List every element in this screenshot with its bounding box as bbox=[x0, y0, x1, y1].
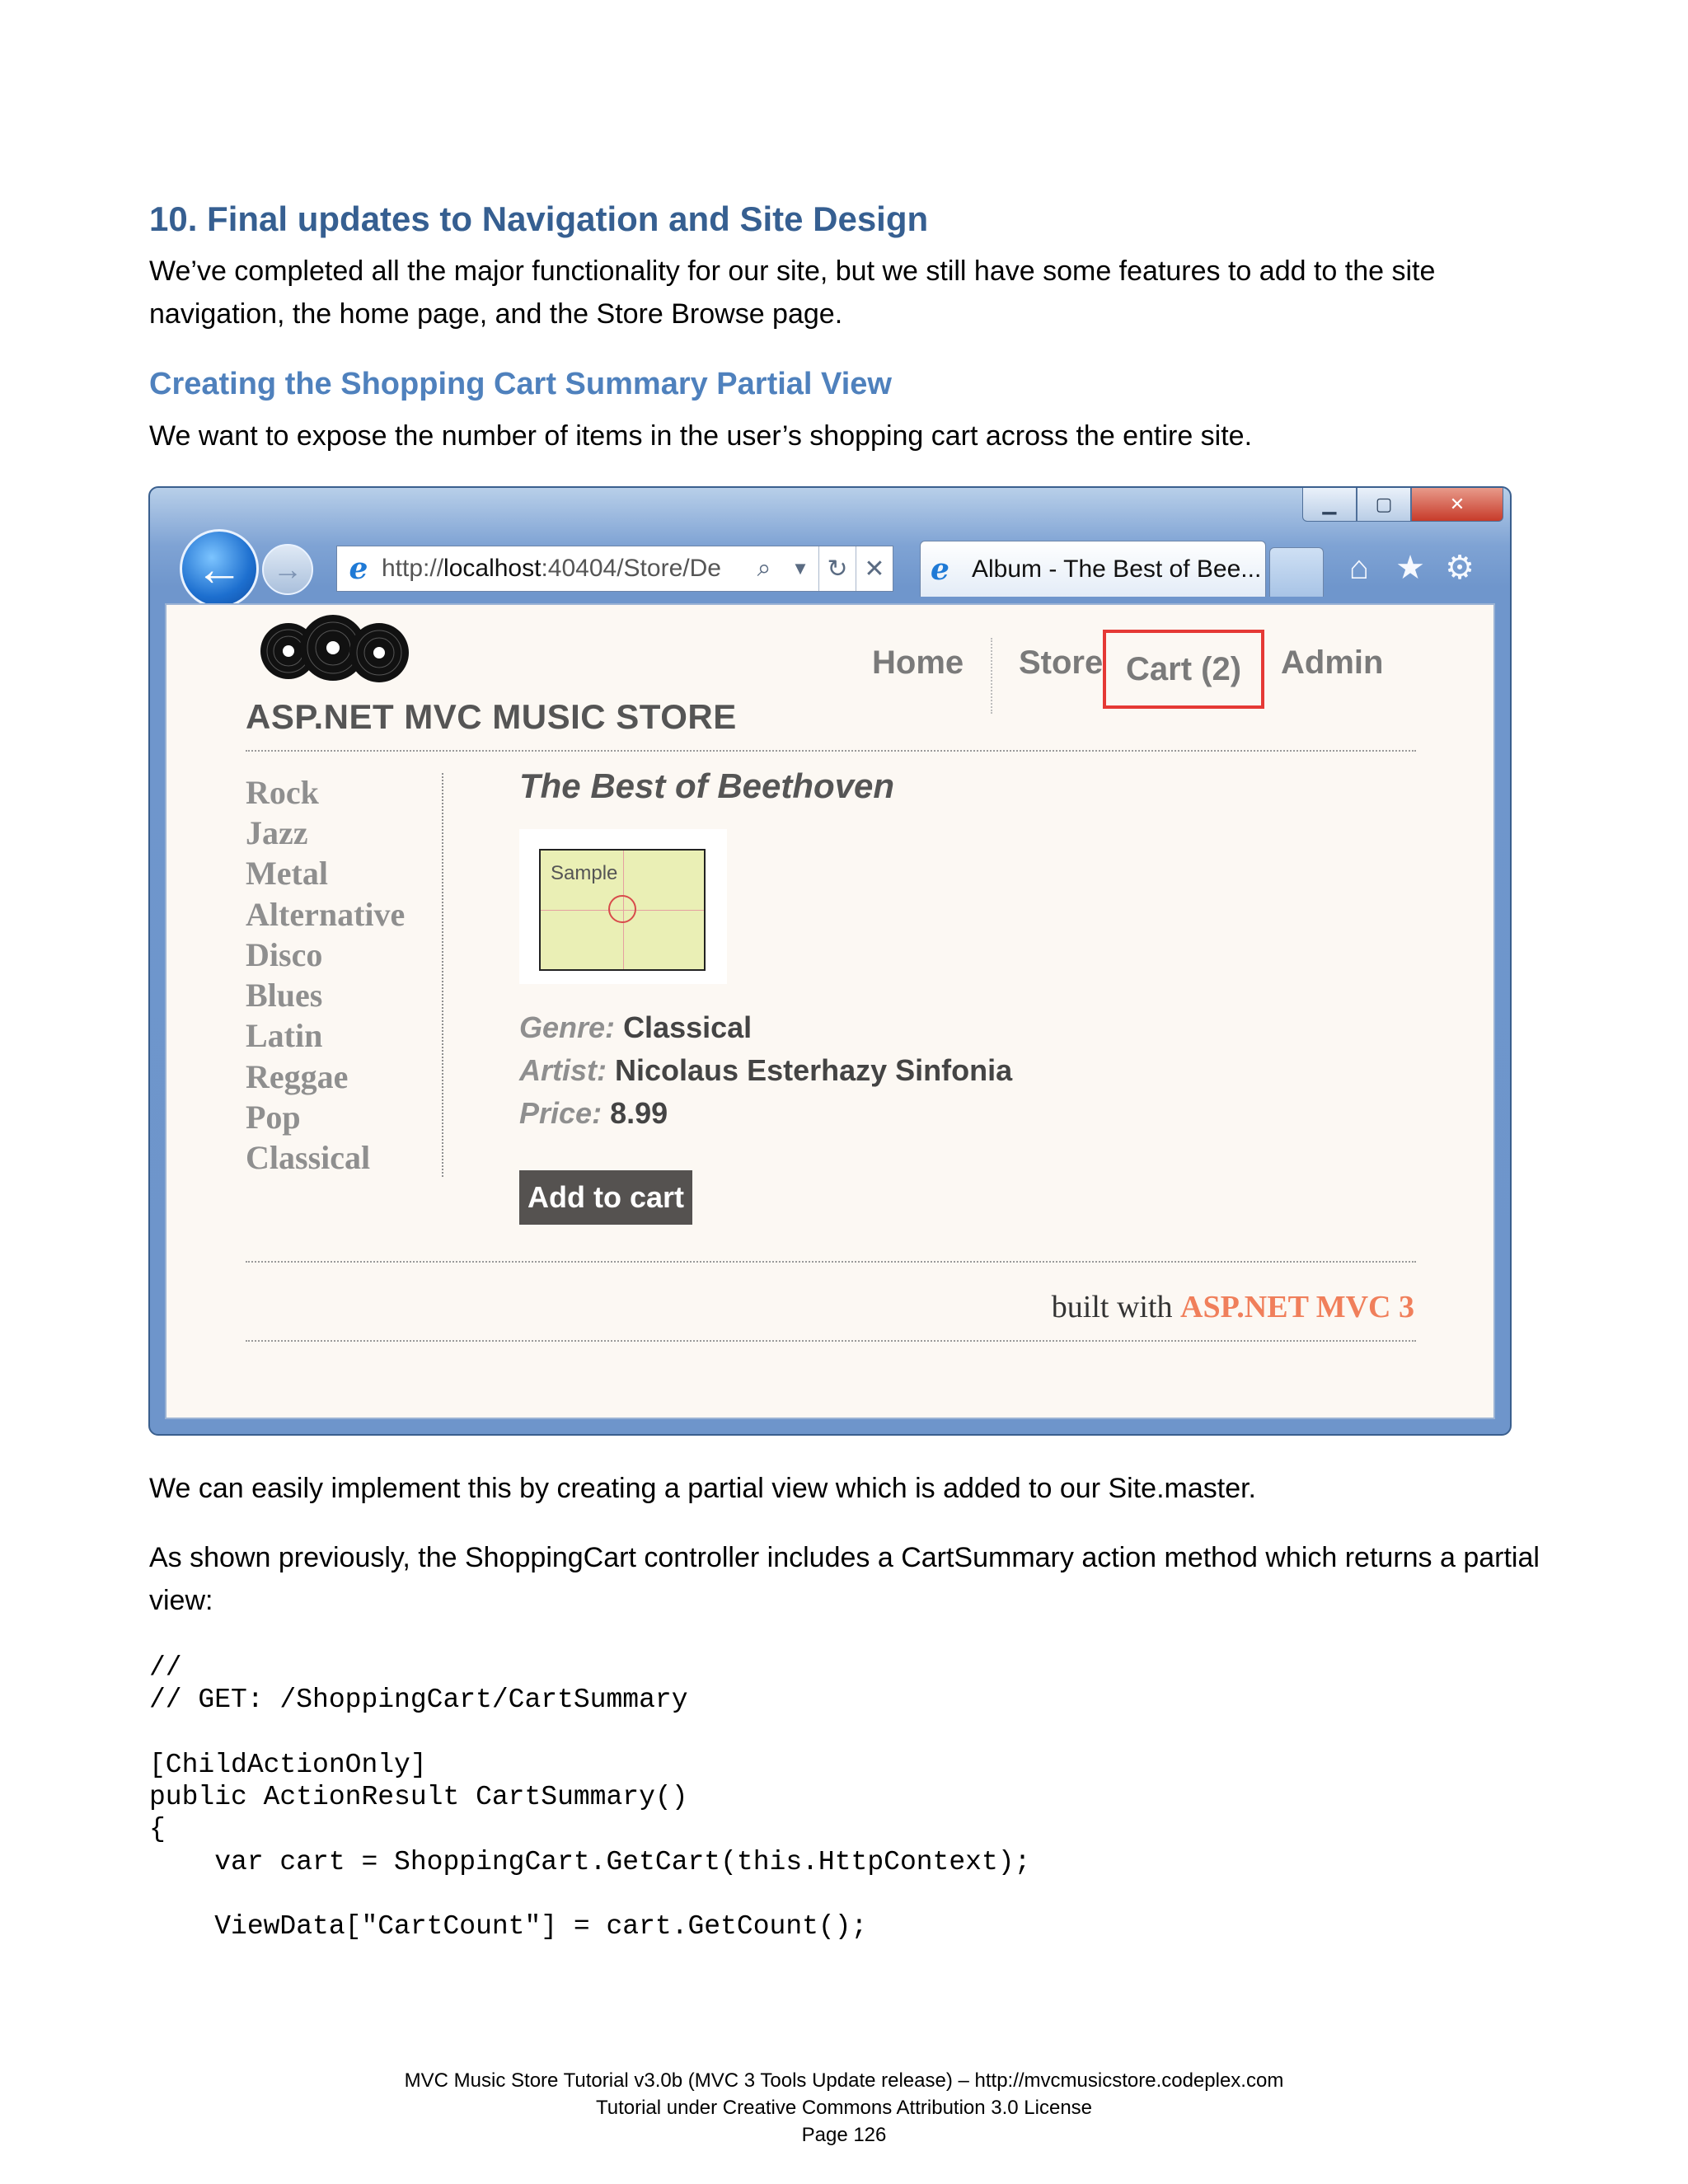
home-icon[interactable]: ⌂ bbox=[1348, 549, 1370, 586]
genre-link-classical[interactable]: Classical bbox=[246, 1139, 371, 1176]
intro-paragraph: We’ve completed all the major functionality for our site, but we still have some features to add to the site navigation, the home page, and the Store Browse page. bbox=[149, 255, 1436, 330]
ie-icon: e bbox=[931, 551, 950, 587]
nav-home[interactable]: Home bbox=[872, 644, 964, 681]
close-window-button[interactable]: ✕ bbox=[1411, 488, 1503, 522]
nav-admin[interactable]: Admin bbox=[1281, 644, 1384, 681]
refresh-icon[interactable]: ↻ bbox=[818, 546, 856, 592]
tab-title: Album - The Best of Bee... bbox=[972, 555, 1262, 583]
subsection-intro: We want to expose the number of items in the user’s shopping cart across the entire site. bbox=[149, 420, 1253, 452]
genre-link-metal[interactable]: Metal bbox=[246, 855, 328, 892]
forward-button[interactable] bbox=[262, 544, 313, 595]
footer-line-2: Tutorial under Creative Commons Attribution 3.0 License bbox=[595, 2097, 1093, 2119]
new-tab-button[interactable] bbox=[1269, 547, 1324, 597]
controller-paragraph: As shown previously, the ShoppingCart controller includes a CartSummary action method which returns a partial view: bbox=[149, 1542, 1540, 1616]
section-heading: 10. Final updates to Navigation and Site Design bbox=[149, 199, 929, 238]
nav-cart[interactable]: Cart (2) bbox=[1103, 630, 1264, 709]
album-art-placeholder bbox=[539, 849, 706, 971]
browser-screenshot bbox=[148, 486, 1512, 1436]
window-controls bbox=[1302, 488, 1503, 522]
page-footer bbox=[0, 2067, 1688, 2149]
genre-link-rock[interactable]: Rock bbox=[246, 774, 319, 811]
add-to-cart-button[interactable]: Add to cart bbox=[519, 1170, 692, 1225]
album-art-label: Sample bbox=[551, 862, 618, 884]
album-title: The Best of Beethoven bbox=[519, 766, 895, 805]
browser-tab[interactable] bbox=[920, 541, 1266, 597]
crosshair-icon bbox=[608, 895, 636, 923]
stop-icon[interactable]: ✕ bbox=[856, 546, 893, 592]
album-price: Price: 8.99 bbox=[519, 1096, 668, 1130]
genre-link-blues[interactable]: Blues bbox=[246, 977, 323, 1014]
nav-separator bbox=[991, 638, 992, 714]
ie-icon: e bbox=[349, 551, 368, 586]
aspnet-mvc-link[interactable]: ASP.NET MVC 3 bbox=[1180, 1290, 1414, 1324]
page-number: Page 126 bbox=[801, 2124, 887, 2146]
code-block: // // GET: /ShoppingCart/CartSummary [ChildActionOnly] public ActionResult CartSummary() { var cart = ShoppingCart.GetCart(this.HttpContext); ViewData["CartCount"] = cart.GetCount(); bbox=[149, 1652, 1031, 1943]
arrow-right-icon: → bbox=[273, 552, 302, 586]
sidebar-divider bbox=[442, 773, 443, 1177]
built-with-credit: built with ASP.NET MVC 3 bbox=[1051, 1290, 1414, 1324]
maximize-button[interactable]: ▢ bbox=[1357, 488, 1411, 522]
header-divider bbox=[246, 750, 1416, 752]
address-url: http://localhost:40404/Store/De bbox=[382, 555, 721, 582]
genre-link-alternative[interactable]: Alternative bbox=[246, 896, 406, 933]
gear-icon[interactable]: ⚙ bbox=[1445, 550, 1475, 586]
vinyl-records-logo bbox=[251, 612, 415, 687]
footer-line-1: MVC Music Store Tutorial v3.0b (MVC 3 Tools Update release) – http://mvcmusicstore.codeplex.com bbox=[404, 2069, 1284, 2092]
dropdown-arrow-icon[interactable]: ▼ bbox=[791, 558, 809, 579]
footer-divider-bottom bbox=[246, 1340, 1416, 1342]
address-bar[interactable] bbox=[336, 546, 893, 592]
album-genre: Genre: Classical bbox=[519, 1010, 753, 1044]
partial-view-paragraph: We can easily implement this by creating a partial view which is added to our Site.master. bbox=[149, 1473, 1256, 1504]
genre-link-jazz[interactable]: Jazz bbox=[246, 814, 308, 851]
store-title: ASP.NET MVC MUSIC STORE bbox=[246, 697, 737, 736]
genre-link-reggae[interactable]: Reggae bbox=[246, 1058, 349, 1095]
nav-store[interactable]: Store bbox=[1019, 644, 1104, 681]
footer-divider-top bbox=[246, 1261, 1416, 1263]
album-artist: Artist: Nicolaus Esterhazy Sinfonia bbox=[519, 1053, 1013, 1087]
star-icon[interactable]: ★ bbox=[1395, 550, 1425, 586]
page-viewport bbox=[165, 603, 1495, 1419]
genre-link-latin[interactable]: Latin bbox=[246, 1017, 323, 1054]
back-button[interactable] bbox=[180, 529, 259, 608]
subsection-heading: Creating the Shopping Cart Summary Partial View bbox=[149, 367, 892, 401]
genre-link-disco[interactable]: Disco bbox=[246, 936, 323, 973]
search-icon[interactable]: ⌕ bbox=[757, 555, 771, 582]
genre-link-pop[interactable]: Pop bbox=[246, 1099, 301, 1136]
minimize-button[interactable]: ▁ bbox=[1302, 488, 1357, 522]
arrow-left-icon: ← bbox=[195, 541, 243, 596]
